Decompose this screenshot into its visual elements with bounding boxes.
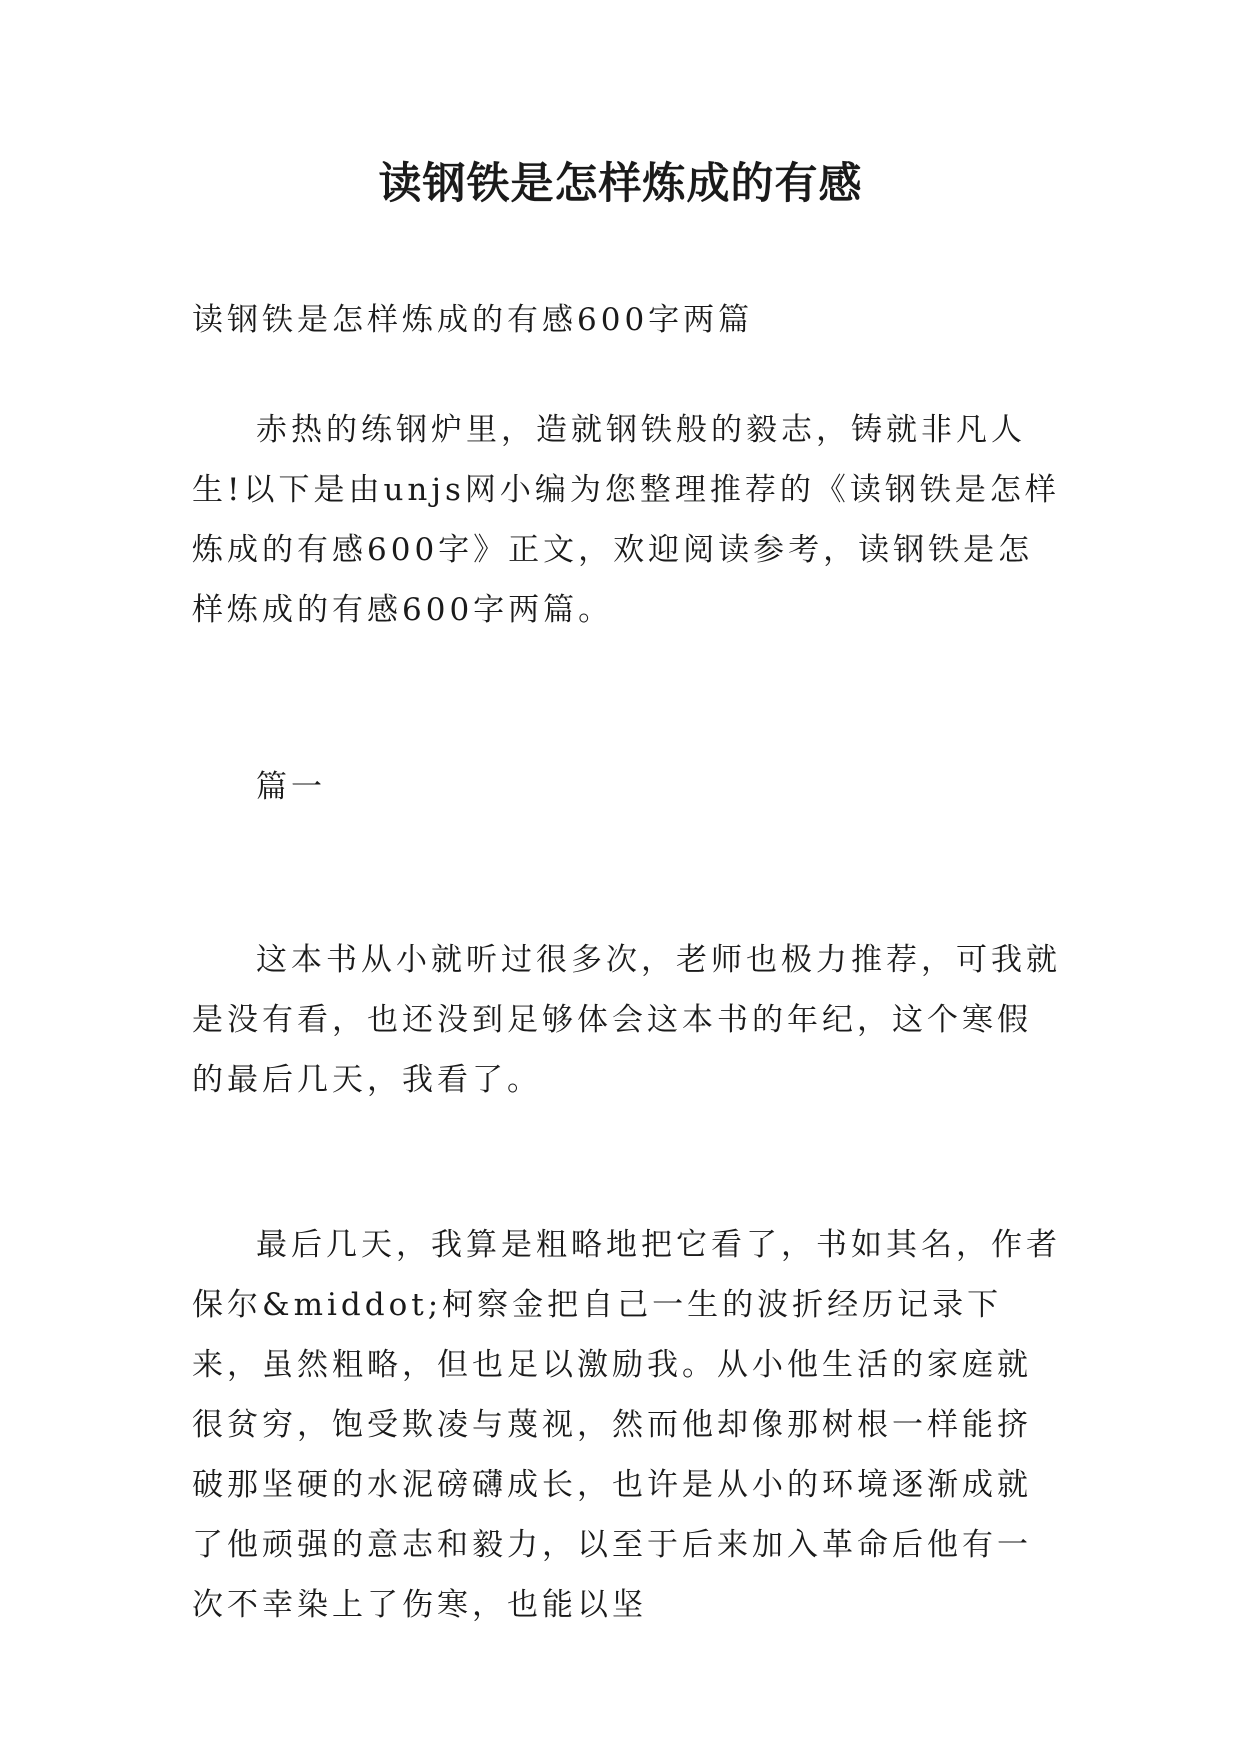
body-paragraph-1: 这本书从小就听过很多次，老师也极力推荐，可我就是没有看，也还没到足够体会这本书的年纪，这个寒假的最后几天，我看了。 bbox=[192, 942, 1061, 1098]
document-title: 读钢铁是怎样炼成的有感 bbox=[378, 159, 863, 209]
section-heading: 篇一 bbox=[256, 769, 326, 805]
document-subtitle: 读钢铁是怎样炼成的有感600字两篇 bbox=[192, 302, 754, 338]
body-paragraph-2: 最后几天，我算是粗略地把它看了，书如其名，作者保尔&middot;柯察金把自己一生的波折经历记录下来，虽然粗略，但也足以激励我。从小他生活的家庭就很贫穷，饱受欺凌与蔑视，然而他却像那树根一样能挤破那坚硬的水泥磅礴成长，也许是从小的环境逐渐成就了他顽强的意志和毅力，以至于后来加入革命后他有一次不幸染上了伤寒，也能以坚 bbox=[192, 1227, 1061, 1623]
intro-paragraph: 赤热的练钢炉里，造就钢铁般的毅志，铸就非凡人生!以下是由unjs网小编为您整理推荐的《读钢铁是怎样炼成的有感600字》正文，欢迎阅读参考，读钢铁是怎样炼成的有感600字两篇。 bbox=[192, 412, 1060, 628]
